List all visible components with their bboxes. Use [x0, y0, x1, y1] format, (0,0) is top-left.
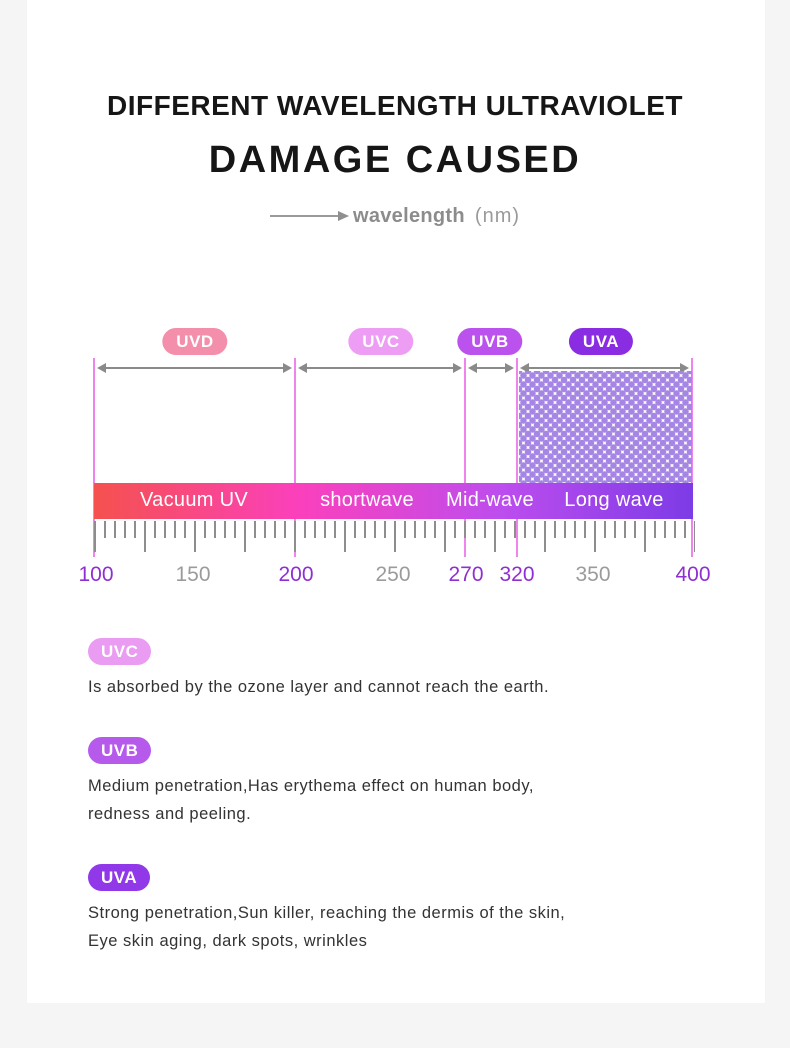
section-uvc — [88, 638, 738, 701]
scale-number-250: 250 — [375, 563, 411, 586]
uvb-description — [88, 772, 738, 828]
uvb-description-line-1: Medium penetration,Has erythema effect on human body, — [88, 777, 534, 795]
uvc-description — [88, 673, 738, 701]
scale-number-100: 100 — [78, 563, 114, 586]
scale-number-270: 270 — [448, 563, 484, 586]
band-badge-uvc: UVC — [348, 328, 413, 355]
range-arrow-uvc — [298, 362, 462, 374]
scale-number-350: 350 — [575, 563, 611, 586]
range-arrow-uvd — [97, 362, 292, 374]
section-uva — [88, 864, 738, 955]
bar-label-mid-wave: Mid-wave — [446, 489, 534, 511]
range-arrow-uvb — [468, 362, 514, 374]
uva-description-line-1: Strong penetration,Sun killer, reaching the dermis of the skin, — [88, 904, 566, 922]
sub-title: DAMAGE CAUSED — [208, 139, 582, 181]
right-arrow-icon — [270, 211, 349, 221]
uva-dot-pattern — [519, 371, 692, 483]
bar-label-vacuum-uv: Vacuum UV — [140, 489, 248, 511]
uvc-description-line-1: Is absorbed by the ozone layer and cannot reach the earth. — [88, 678, 550, 696]
main-title: DIFFERENT WAVELENGTH ULTRAVIOLET — [107, 90, 683, 121]
uva-description — [88, 899, 738, 955]
bar-label-long-wave: Long wave — [564, 489, 664, 511]
scale-number-200: 200 — [278, 563, 314, 586]
ruler-ticks — [94, 521, 695, 552]
wavelength-axis-caption — [0, 203, 790, 229]
scale-number-150: 150 — [175, 563, 211, 586]
band-badge-uvd: UVD — [162, 328, 227, 355]
uvb-description-line-2: redness and peeling. — [88, 805, 252, 823]
wavelength-label: wavelength — [352, 204, 465, 227]
uva-description-line-2: Eye skin aging, dark spots, wrinkles — [88, 932, 368, 950]
uva-badge: UVA — [88, 864, 150, 891]
bar-label-shortwave: shortwave — [320, 489, 414, 511]
scale-number-320: 320 — [499, 563, 535, 586]
section-uvb — [88, 737, 738, 828]
uvb-badge: UVB — [88, 737, 151, 764]
band-badge-uva: UVA — [569, 328, 633, 355]
scale-number-400: 400 — [675, 563, 711, 586]
uvc-badge: UVC — [88, 638, 151, 665]
wavelength-unit-label: (nm) — [474, 204, 521, 227]
band-badge-uvb: UVB — [457, 328, 522, 355]
